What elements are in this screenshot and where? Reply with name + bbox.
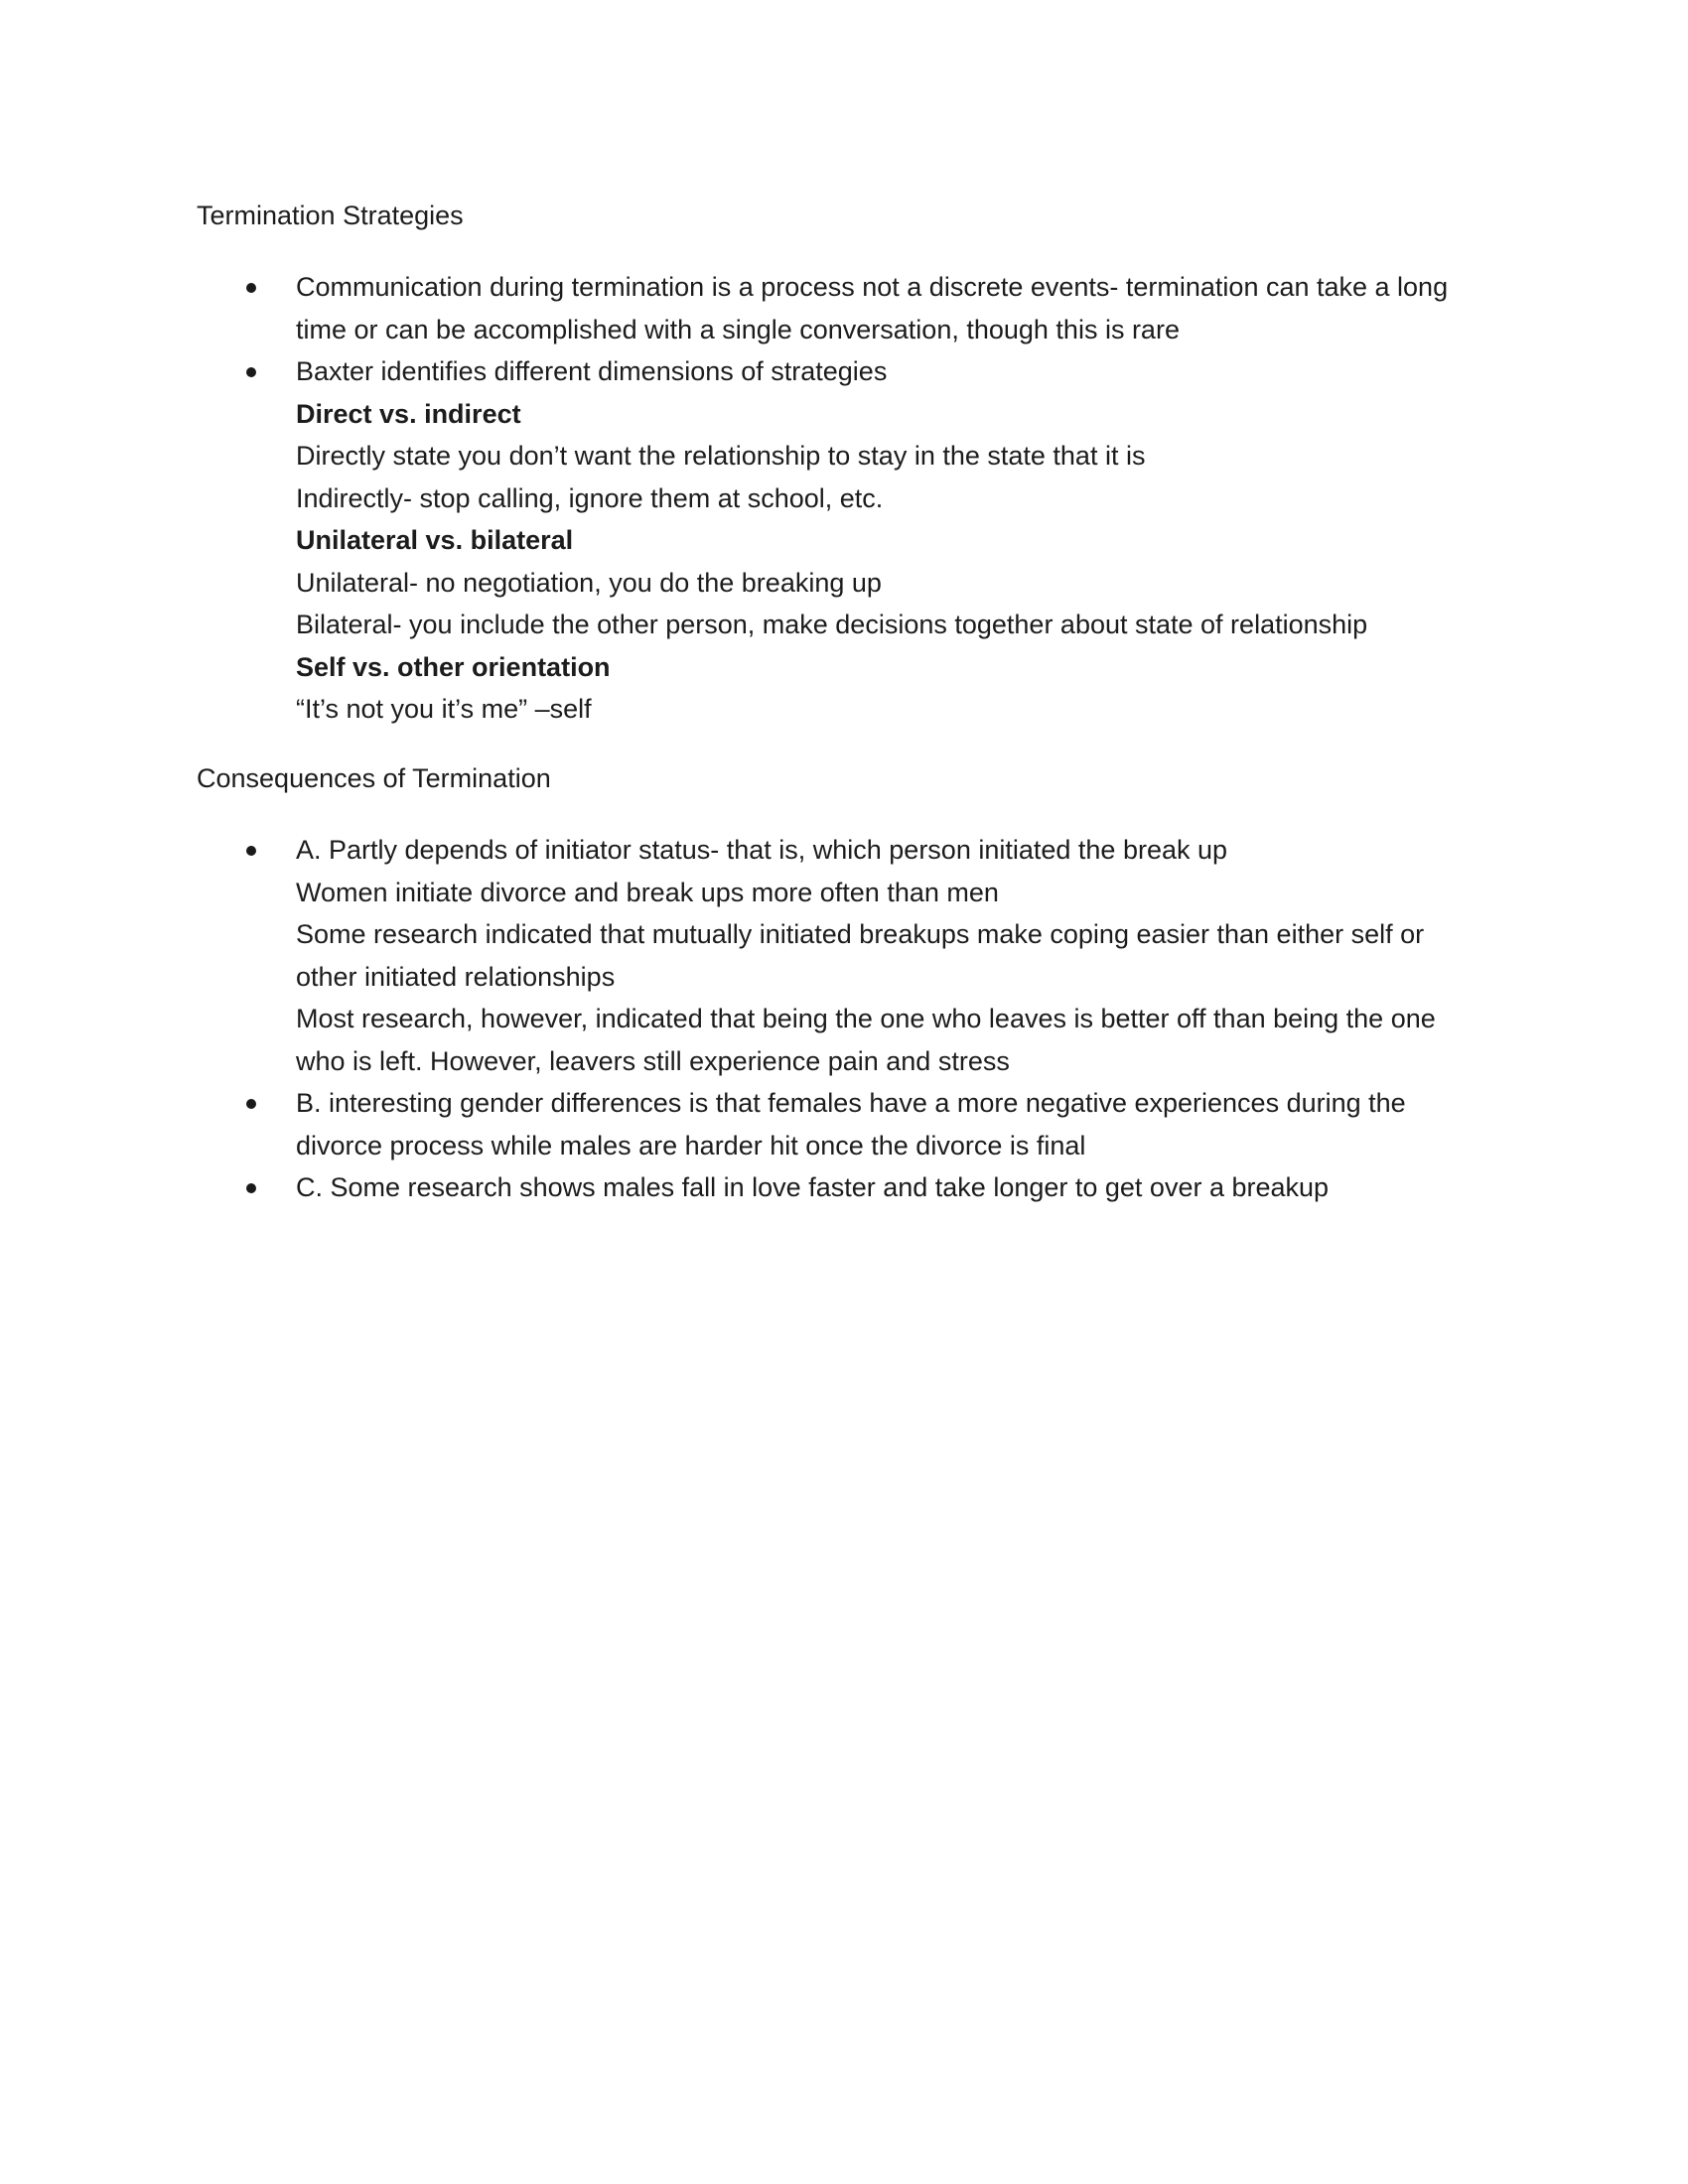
- list-item: [0, 829, 1688, 1082]
- list-item-detail: Women initiate divorce and break ups more often than men: [296, 877, 999, 907]
- list-item: [0, 1082, 1688, 1166]
- section-heading-termination-strategies: Termination Strategies: [197, 201, 464, 230]
- list-item-text: C. Some research shows males fall in love faster and take longer to get over a breakup: [296, 1172, 1330, 1202]
- termination-strategies-list: [0, 266, 1688, 731]
- dimension-detail: Unilateral- no negotiation, you do the breaking up: [296, 567, 882, 598]
- dimension-detail: Bilateral- you include the other person, make decisions together about state of relationship: [296, 610, 1368, 639]
- bullet-icon: [246, 846, 256, 856]
- list-item-detail: Some research indicated that mutually initiated breakups make coping easier than either self or other initiated relationships: [296, 919, 1425, 992]
- list-item-text: Communication during termination is a process not a discrete events- termination can take a long time or can be accomplished with a single conversation, though this is rare: [296, 272, 1449, 344]
- list-item-text: A. Partly depends of initiator status- that is, which person initiated the break up: [296, 835, 1228, 865]
- list-item-detail: Most research, however, indicated that being the one who leaves is better off than being the one who is left. However, leavers still experience pain and stress: [296, 1004, 1436, 1076]
- bullet-icon: [246, 367, 256, 377]
- bullet-icon: [246, 1099, 256, 1109]
- list-item: [0, 350, 1688, 731]
- list-item: [0, 1166, 1688, 1209]
- list-item: [0, 266, 1688, 350]
- section-heading-consequences-of-termination: Consequences of Termination: [197, 763, 551, 793]
- dimension-detail: Indirectly- stop calling, ignore them at school, etc.: [296, 482, 884, 513]
- bullet-icon: [246, 1183, 256, 1193]
- bullet-icon: [246, 283, 256, 293]
- dimension-heading: Self vs. other orientation: [296, 651, 611, 682]
- dimension-heading: Direct vs. indirect: [296, 398, 521, 429]
- consequences-list: [0, 829, 1688, 1209]
- dimension-detail: Directly state you don’t want the relationship to stay in the state that it is: [296, 441, 1146, 471]
- dimension-heading: Unilateral vs. bilateral: [296, 525, 574, 555]
- list-item-text: Baxter identifies different dimensions of strategies: [296, 356, 888, 386]
- dimension-detail: “It’s not you it’s me” –self: [296, 694, 592, 724]
- list-item-text: B. interesting gender differences is that females have a more negative experiences during the divorce process while males are harder hit once the divorce is final: [296, 1088, 1406, 1160]
